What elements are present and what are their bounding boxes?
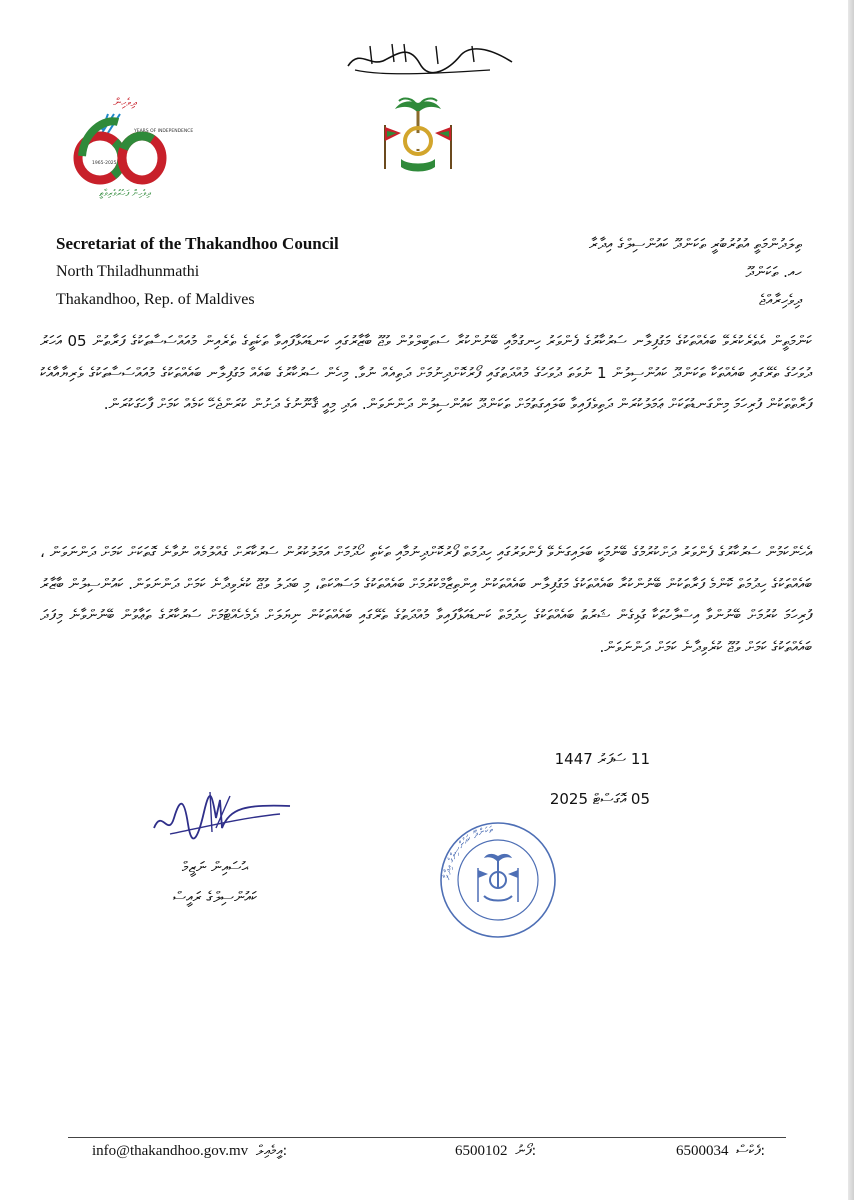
- official-stamp: [438, 818, 558, 942]
- footer-fax: [676, 1143, 765, 1160]
- footer-divider: [68, 1137, 786, 1138]
- 60-years-independence-logo: [70, 92, 194, 202]
- signature: [150, 788, 300, 848]
- fax-label: ފެކްސް:: [736, 1143, 766, 1159]
- sender-address-en: [56, 230, 396, 314]
- footer-phone: [455, 1143, 536, 1160]
- sender-org-name-dv: ތިލަދުންމަތީ އުތުރުބުރީ ތަކަންދޫ ކައުންސިލްގެ އިދާރާ: [588, 235, 802, 253]
- logo-dates-text: 1965-2025: [92, 161, 117, 166]
- sender-island: Thakandhoo, Rep. of Maldives: [56, 291, 255, 308]
- email-address[interactable]: info@thakandhoo.gov.mv: [92, 1143, 249, 1159]
- gregorian-date: 05 އޮގަސްޓް 2025: [549, 790, 650, 808]
- fax-number: 6500034: [676, 1143, 729, 1159]
- body-paragraph-2: އެހެންކަމުން ސަރުކާރުގެ ފެންވަރު ދަށްކުރުމުގެ ބޭނުމަކީ ބަލައިގަނެވޭ ފެންވަރުގައި ހިދުމަތް ފޯރުކޮށްދިނުމާއި ތަކެތި ހޯދުމަށް އަމަލުކުރުން ސަރުކާރަށް ގެއްލުމެއް ނުވާނެ ގޮތަކަށް ކަމަށް ދަންނަވަން ، ބައެއްތަކުގެ ހިދުމަތް ކޮންމެ ފަރާތަކުން ބޭނުންކުރާ ބައެއްތަކުގެ މަގުފިލާނ ބައެއްތަކުން އިންތިޒާމްކުރުމަށް ބައެއްތަކުގެ މަސައްކަތް، މި ބަދަލު ވުޖޫ ކުރެވިދާނެ ކަމަށް ދަންނަވަން. ކައުންސިލުން ބާޒާރު ފުރިހަމަ ކުރުމަށް ބޭނުންވާ އިސްލާހުތަކާ ގުޅިގެން ޝަރުޠު ބައެއްތަކުގެ ހިދުމަތް ކަނޑައަޅާފައިވާ މުއްދަތުގެ ތެރޭގައި ބައެއްތަކުން ނިޔަލަށް ދެމެހެއްޓުމަށް ސަރުކާރުގެ ތަޢާވުން ބޭނުންވާނެ މިފަދަ ބައެއްތަކުގެ ކަމަށް ވުޖޫ ކުރެވިދާނެ ކަމަށް ދަންނަވަން.: [40, 543, 812, 656]
- national-emblem: [377, 95, 459, 180]
- footer-email[interactable]: [92, 1143, 287, 1160]
- sender-island-dv: ހއ. ތަކަންދޫ: [745, 263, 802, 281]
- email-label: އީމެއިލް:: [255, 1143, 288, 1159]
- phone-number: 6500102: [455, 1143, 508, 1159]
- logo-years-text: YEARS OF INDEPENDENCE: [134, 129, 194, 134]
- hijri-date: 11 ސަފަރު 1447: [554, 750, 650, 768]
- logo-text-bottom: ދިވެހިން ފަޚުރުވެރިވާތީ: [99, 189, 151, 199]
- sender-org-name: Secretariat of the Thakandhoo Council: [56, 234, 339, 253]
- signatory-name: ޙުސައިން ނަޒީމް: [181, 858, 249, 876]
- sender-atoll: North Thiladhunmathi: [56, 263, 200, 280]
- sender-country-dv: ދިވެހިރާއްޖެ: [758, 291, 802, 309]
- signatory-title: ކައުންސިލްގެ ރައީސް: [172, 888, 258, 906]
- stamp-ring-text: ތަކަންދޫ ކައުންސިލްގެ އިދާރާ: [442, 825, 494, 881]
- logo-text-top: ދިވެހިން: [113, 96, 137, 109]
- bismillah-calligraphy: [340, 38, 520, 78]
- body-paragraph-1: ކަންމަތީން އެތެރެކުރެވޭ ބައެއްތަކުގެ މަގުފިލާނ ސަރުކާރުގެ ފެންވަރު ހިނގުމާއި ބޭނުންކުރާ ސަތަބިލްވުން ވުޖޫ ބާޒާރުގައި ކަނޑައަޅާފައިވާ ތަކެތީގެ ތެރެއިން މުއައްސަސާތަކުގެ ފަރާތުން 05 އަހަރު ދުވަހުގެ ތެރޭގައި ބައެއްތަކާ ތަކަންދޫ ކައުންސިލުން 1 ނުވަތަ ދުވަހުގެ މުއްދަތުގައި ފޯރުކޮށްދިނުމަށް ދަތިއެއް ނުވާ. މިހެން ސަރުކާރުގެ ބައެއް މަގުފިލާނ ބައެއްތަކުގެ މުއައްސަސާތަކުގެ ވެރިޔާއާއެކު ފަރާތްތަކުން ފުރިހަމަ މިންގަނޑުތަކަށް ޢަމަލުކުރަން ދަތިވެފައިވާ ބަލައިގަތުމަށް ތަކަންދޫ ކައުންސިލުން ދަންނަވަން. އަދި މިއީ ޤާނޫނުގެ ދަށުން ކުރަންޖެހޭ ކަމެއް ކަމަށް ފާހަގަކުރަން.: [40, 332, 812, 413]
- phone-label: ފޯނު:: [515, 1143, 537, 1159]
